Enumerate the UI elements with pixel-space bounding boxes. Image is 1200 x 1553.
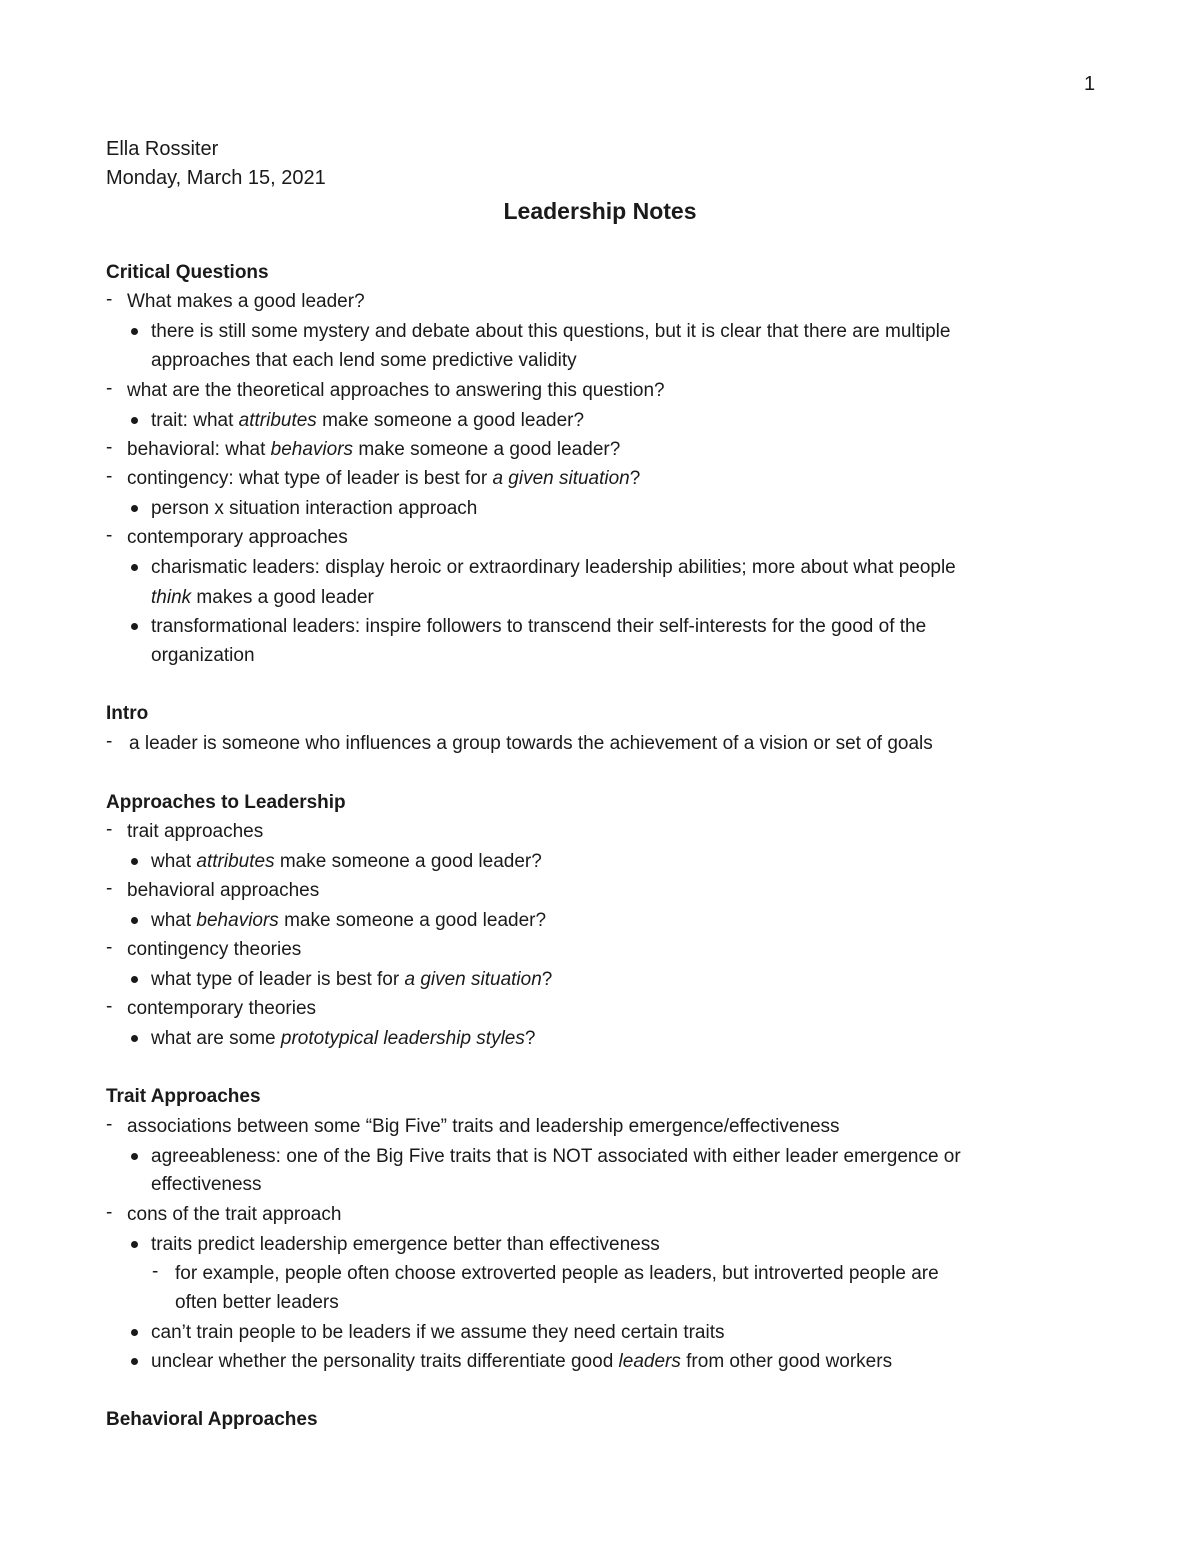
dash-marker: - <box>106 466 113 487</box>
bullet-icon <box>131 328 138 335</box>
page-number: 1 <box>1084 73 1096 95</box>
dash-marker: - <box>152 1261 159 1282</box>
list-item-continuation: effectiveness <box>151 1174 262 1195</box>
list-item: what type of leader is best for a given situation? <box>151 969 553 990</box>
author-name: Ella Rossiter <box>106 138 219 160</box>
dash-marker: - <box>106 731 113 752</box>
list-item: agreeableness: one of the Big Five traits that is NOT associated with either leader emergence or <box>151 1146 961 1167</box>
dash-marker: - <box>106 289 113 310</box>
bullet-icon <box>131 505 138 512</box>
list-item: contemporary approaches <box>127 527 348 548</box>
list-item: contemporary theories <box>127 998 317 1019</box>
list-item: transformational leaders: inspire followers to transcend their self-interests for the good of the <box>151 616 927 637</box>
list-item: trait approaches <box>127 821 264 842</box>
bullet-icon <box>131 1035 138 1042</box>
page-title: Leadership Notes <box>503 198 697 224</box>
list-item: what behaviors make someone a good leader? <box>151 910 547 931</box>
dash-marker: - <box>106 1202 113 1223</box>
bullet-icon <box>131 917 138 924</box>
list-item: behavioral approaches <box>127 880 320 901</box>
dash-marker: - <box>106 525 113 546</box>
section-heading: Critical Questions <box>106 262 269 283</box>
bullet-icon <box>131 1241 138 1248</box>
dash-marker: - <box>106 378 113 399</box>
list-item-continuation: organization <box>151 645 255 666</box>
dash-marker: - <box>106 819 113 840</box>
list-item: trait: what attributes make someone a good leader? <box>151 410 585 431</box>
dash-marker: - <box>106 1114 113 1135</box>
list-item: What makes a good leader? <box>127 291 365 312</box>
bullet-icon <box>131 564 138 571</box>
section-heading: Behavioral Approaches <box>106 1409 318 1430</box>
document-date: Monday, March 15, 2021 <box>106 167 326 189</box>
section-heading: Intro <box>106 703 149 724</box>
bullet-icon <box>131 1329 138 1336</box>
list-item: charismatic leaders: display heroic or extraordinary leadership abilities; more about what people <box>151 557 956 578</box>
list-item-continuation: think makes a good leader <box>151 587 374 608</box>
list-item: there is still some mystery and debate about this questions, but it is clear that there are multiple <box>151 321 951 342</box>
bullet-icon <box>131 858 138 865</box>
list-item-continuation: approaches that each lend some predictive validity <box>151 350 577 371</box>
dash-marker: - <box>106 878 113 899</box>
bullet-icon <box>131 1153 138 1160</box>
dash-marker: - <box>106 937 113 958</box>
list-item-continuation: often better leaders <box>175 1292 339 1313</box>
bullet-icon <box>131 417 138 424</box>
list-item: person x situation interaction approach <box>151 498 478 519</box>
list-item: associations between some “Big Five” traits and leadership emergence/effectiveness <box>127 1116 840 1137</box>
dash-marker: - <box>106 437 113 458</box>
section-heading: Approaches to Leadership <box>106 792 346 813</box>
list-item: a leader is someone who influences a group towards the achievement of a vision or set of goals <box>129 733 933 754</box>
list-item: what attributes make someone a good leader? <box>151 851 542 872</box>
bullet-icon <box>131 1358 138 1365</box>
list-item: contingency: what type of leader is best for a given situation? <box>127 468 641 489</box>
list-item: can’t train people to be leaders if we assume they need certain traits <box>151 1322 725 1343</box>
list-item: cons of the trait approach <box>127 1204 342 1225</box>
list-item: contingency theories <box>127 939 302 960</box>
bullet-icon <box>131 623 138 630</box>
list-item: what are some prototypical leadership styles? <box>151 1028 536 1049</box>
list-item: traits predict leadership emergence better than effectiveness <box>151 1234 660 1255</box>
bullet-icon <box>131 976 138 983</box>
list-item: behavioral: what behaviors make someone a good leader? <box>127 439 621 460</box>
dash-marker: - <box>106 996 113 1017</box>
list-item: what are the theoretical approaches to answering this question? <box>127 380 665 401</box>
section-heading: Trait Approaches <box>106 1086 261 1107</box>
list-item: unclear whether the personality traits differentiate good leaders from other good workers <box>151 1351 893 1372</box>
list-item: for example, people often choose extroverted people as leaders, but introverted people are <box>175 1263 939 1284</box>
